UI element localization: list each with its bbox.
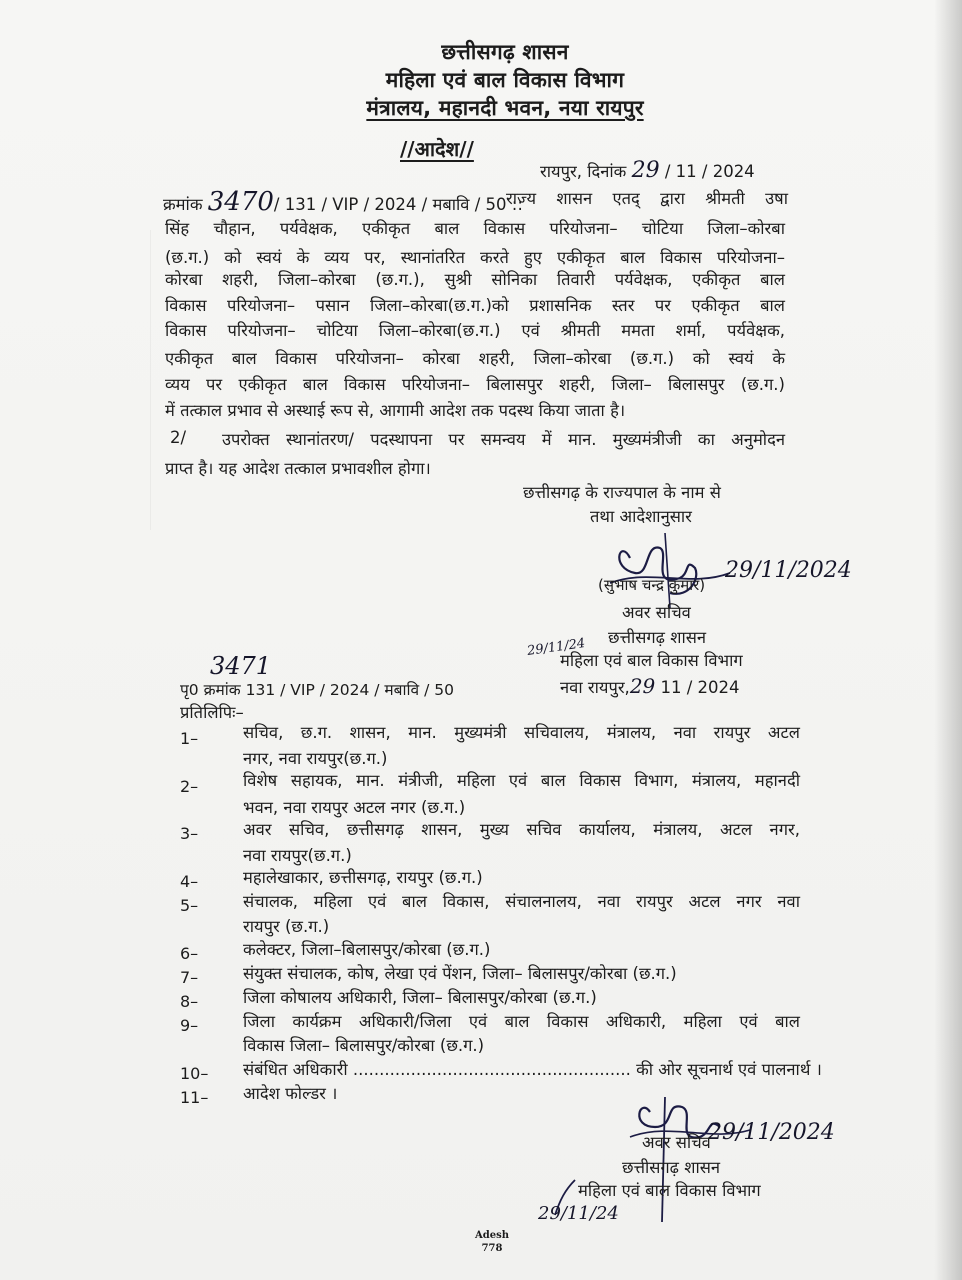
copy-item-1-number: 1– — [180, 729, 199, 748]
signature-1-name: (सुभाष चन्द्र कुमार) — [598, 576, 706, 594]
endorsement-place — [560, 674, 740, 698]
order-number-suffix: / 131 / VIP / 2024 / मबावि / 50 :: — [273, 195, 523, 214]
signature-2-dept: महिला एवं बाल विकास विभाग — [578, 1181, 761, 1200]
governor-line2: तथा आदेशानुसार — [590, 507, 692, 526]
signature-2-initials: 29/11/24 — [538, 1203, 619, 1224]
para2-number: 2/ — [170, 428, 187, 447]
copy-item-6-line1: कलेक्टर, जिला–बिलासपुर/कोरबा (छ.ग.) — [243, 940, 491, 959]
body-line-5: विकास परियोजना– चोटिया जिला–कोरबा(छ.ग.) एवं श्रीमती ममता शर्मा, पर्यवेक्षक, — [165, 321, 785, 340]
footer-label: Adesh — [474, 1230, 509, 1241]
body-line-4: विकास परियोजना– पसान जिला–कोरबा(छ.ग.)को प्रशासनिक स्तर पर एकीकृत बाल — [165, 296, 785, 315]
copy-item-9-line2: विकास जिला– बिलासपुर/कोरबा (छ.ग.) — [243, 1036, 485, 1055]
header-department: महिला एवं बाल विकास विभाग — [385, 68, 625, 92]
copy-item-5-number: 5– — [180, 896, 199, 915]
header-address: मंत्रालय, महानदी भवन, नया रायपुर — [366, 96, 644, 120]
body-line-3: कोरबा शहरी, जिला–कोरबा (छ.ग.), सुश्री सोनिका तिवारी पर्यवेक्षक, एकीकृत बाल — [165, 270, 785, 289]
copy-item-3-line2: नवा रायपुर(छ.ग.) — [243, 846, 352, 865]
endorsement-handwritten-day: 29 — [629, 674, 656, 698]
copy-item-10-line1: संबंधित अधिकारी ..................................................... की ओर सूचनार्थ एवं पालनार्थ । — [243, 1060, 822, 1079]
copy-label: प्रतिलिपिः– — [180, 703, 244, 722]
para2-line1: उपरोक्त स्थानांतरण/ पदस्थापना पर समन्वय में मान. मुख्यमंत्रीजी का अनुमोदन — [222, 430, 785, 449]
header-government: छत्तीसगढ़ शासन — [441, 40, 569, 64]
copy-item-10-number: 10– — [180, 1064, 209, 1083]
signature-2-date: 29/11/2024 — [708, 1120, 835, 1145]
copy-item-9-line1: जिला कार्यक्रम अधिकारी/जिला एवं बाल विकास अधिकारी, महिला एवं बाल — [243, 1012, 800, 1031]
copy-item-8-number: 8– — [180, 992, 199, 1011]
body-line-1: सिंह चौहान, पर्यवेक्षक, एकीकृत बाल विकास परियोजना– चोटिया जिला–कोरबा — [165, 219, 785, 238]
footer-number: 778 — [481, 1243, 503, 1254]
signature-1-gov: छत्तीसगढ़ शासन — [608, 628, 707, 647]
copy-item-4-line1: महालेखाकार, छत्तीसगढ़, रायपुर (छ.ग.) — [243, 868, 483, 887]
endorsement-initials: 29/11/24 — [526, 636, 587, 659]
copy-item-3-line1: अवर सचिव, छत्तीसगढ़ शासन, मुख्य सचिव कार्यालय, मंत्रालय, अटल नगर, — [243, 820, 800, 839]
governor-line1: छत्तीसगढ़ के राज्यपाल के नाम से — [523, 483, 721, 502]
date-suffix: / 11 / 2024 — [664, 162, 755, 181]
handwritten-day: 29 — [631, 158, 660, 183]
body-line-8: में तत्काल प्रभाव से अस्थाई रूप से, आगामी आदेश तक पदस्थ किया जाता है। — [165, 401, 626, 420]
endorsement-prefix: पृ0 क्रमांक 131 / VIP / 2024 / मबावि / 50 — [180, 681, 454, 699]
para2-line2: प्राप्त है। यह आदेश तत्काल प्रभावशील होगा। — [165, 459, 431, 478]
copy-item-3-number: 3– — [180, 824, 199, 843]
copy-item-5-line2: रायपुर (छ.ग.) — [243, 917, 330, 936]
copy-item-11-line1: आदेश फोल्डर । — [243, 1084, 338, 1103]
signature-1-designation: अवर सचिव — [622, 603, 691, 622]
copy-item-9-number: 9– — [180, 1016, 199, 1035]
copy-item-2-line2: भवन, नवा रायपुर अटल नगर (छ.ग.) — [243, 798, 466, 817]
signature-1-date: 29/11/2024 — [725, 558, 852, 583]
copy-item-7-number: 7– — [180, 968, 199, 987]
body-line-6: एकीकृत बाल विकास परियोजना– कोरबा शहरी, जिला–कोरबा (छ.ग.) को स्वयं के — [165, 349, 785, 368]
body-line-7: व्यय पर एकीकृत बाल विकास परियोजना– बिलासपुर शहरी, जिला– बिलासपुर (छ.ग.) — [165, 375, 785, 394]
paper-fold — [150, 230, 151, 530]
date-line — [540, 158, 755, 183]
order-number-prefix: क्रमांक — [163, 195, 203, 214]
copy-item-1-line1: सचिव, छ.ग. शासन, मान. मुख्यमंत्री सचिवालय, मंत्रालय, नवा रायपुर अटल — [243, 723, 800, 742]
signature-2-designation: अवर सचिव — [642, 1133, 711, 1152]
copy-item-4-number: 4– — [180, 872, 199, 891]
copy-item-6-number: 6– — [180, 944, 199, 963]
copy-item-11-number: 11– — [180, 1088, 209, 1107]
endorsement-place-prefix: नवा रायपुर, — [560, 678, 630, 697]
order-title: //आदेश// — [400, 137, 474, 161]
body-line-2: (छ.ग.) को स्वयं के व्यय पर, स्थानांतरित करते हुए एकीकृत बाल विकास परियोजना– — [165, 248, 785, 267]
endorsement-place-suffix: 11 / 2024 — [660, 678, 740, 697]
signature-2-gov: छत्तीसगढ़ शासन — [622, 1158, 721, 1177]
page-edge-shadow — [934, 0, 962, 1280]
copy-item-5-line1: संचालक, महिला एवं बाल विकास, संचालनालय, नवा रायपुर अटल नगर नवा — [243, 892, 800, 911]
endorsement-handwritten-number: 3471 — [210, 652, 272, 680]
date-prefix: रायपुर, दिनांक — [540, 162, 632, 181]
body-line-0: राज्य शासन एतद् द्वारा श्रीमती उषा — [506, 189, 788, 208]
copy-item-7-line1: संयुक्त संचालक, कोष, लेखा एवं पेंशन, जिला– बिलासपुर/कोरबा (छ.ग.) — [243, 964, 677, 983]
order-number — [163, 187, 523, 217]
signature-1-dept: महिला एवं बाल विकास विभाग — [560, 651, 743, 670]
copy-item-1-line2: नगर, नवा रायपुर(छ.ग.) — [243, 749, 388, 768]
handwritten-order-number: 3470 — [207, 187, 274, 217]
copy-item-2-line1: विशेष सहायक, मान. मंत्रीजी, महिला एवं बाल विकास विभाग, मंत्रालय, महानदी — [243, 771, 800, 790]
copy-item-2-number: 2– — [180, 777, 199, 796]
copy-item-8-line1: जिला कोषालय अधिकारी, जिला– बिलासपुर/कोरबा (छ.ग.) — [243, 988, 597, 1007]
